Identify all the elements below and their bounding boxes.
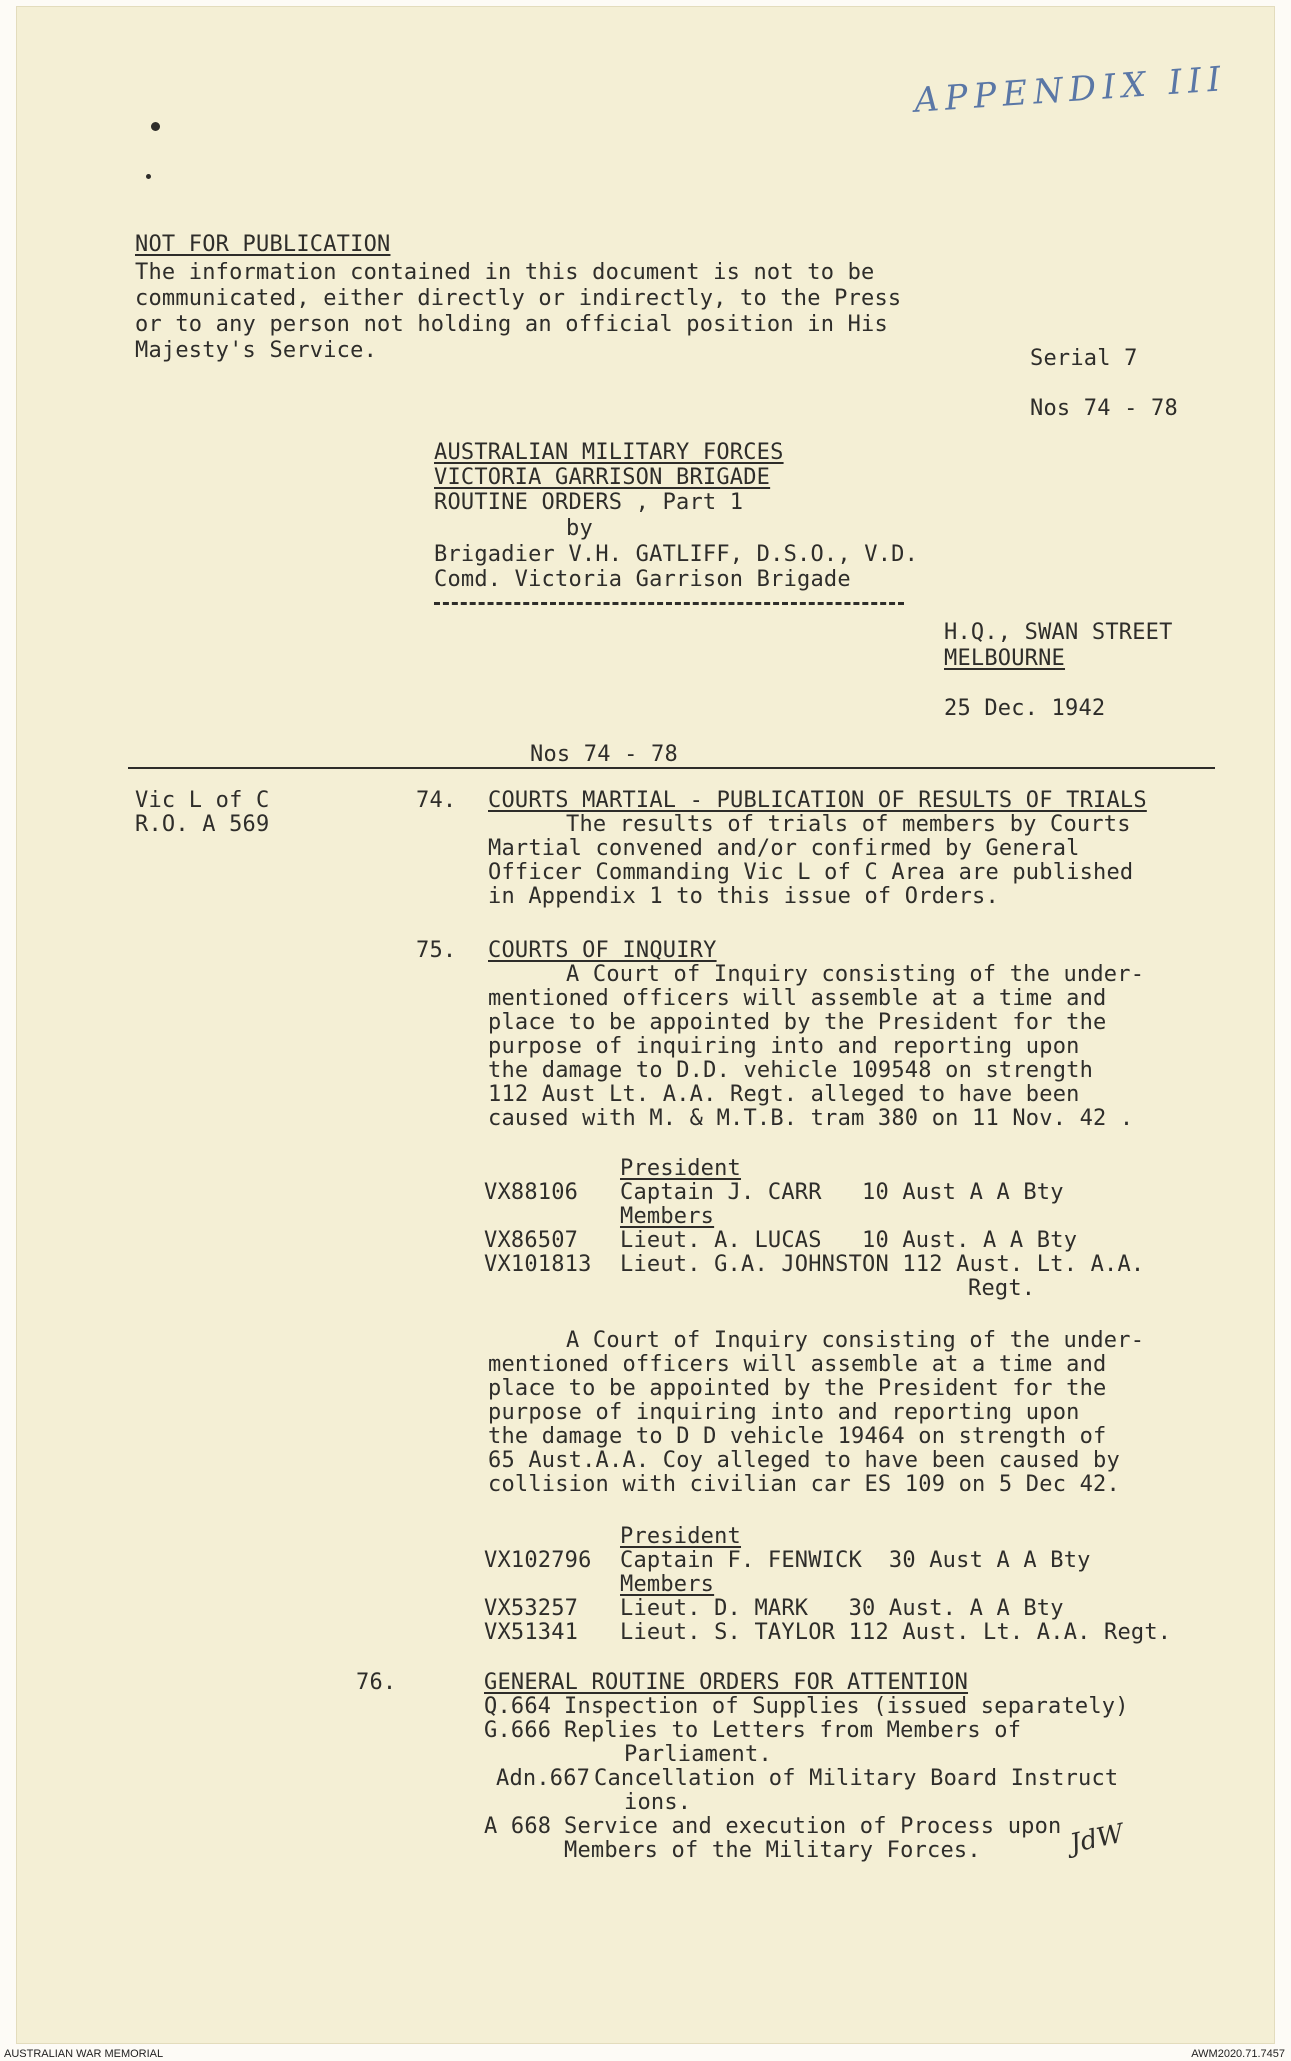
binder-mark (151, 122, 160, 131)
title-comd: Comd. Victoria Garrison Brigade (434, 567, 851, 592)
section-nos: Nos 74 - 78 (530, 742, 678, 767)
gro-code: A 668 (484, 1814, 552, 1839)
order-number: 74. (416, 788, 457, 813)
serial-number: Serial 7 (1030, 346, 1138, 371)
gro-text: ions. (624, 1790, 692, 1815)
gro-text: Service and execution of Process upon (564, 1814, 1062, 1839)
notice-heading: NOT FOR PUBLICATION (135, 232, 391, 257)
order-text: place to be appointed by the President for the (488, 1010, 1107, 1035)
address-city: MELBOURNE (944, 646, 1066, 671)
officer-name-cont: Regt. (968, 1276, 1036, 1301)
officer-name: Captain F. FENWICK 30 Aust A A Bty (620, 1548, 1091, 1573)
order-text: 112 Aust Lt. A.A. Regt. alleged to have been (488, 1082, 1080, 1107)
notice-line: or to any person not holding an official position in His (135, 312, 888, 337)
gro-text: Replies to Letters from Members of (564, 1718, 1022, 1743)
order-heading: COURTS MARTIAL - PUBLICATION OF RESULTS OF TRIALS (488, 788, 1147, 813)
gro-code: Adn.667 (496, 1766, 591, 1791)
document-page (16, 6, 1275, 2044)
officer-name: Lieut. D. MARK 30 Aust. A A Bty (620, 1596, 1064, 1621)
gro-text: Parliament. (624, 1742, 772, 1767)
order-number: 75. (416, 938, 457, 963)
gro-text: Inspection of Supplies (issued separately) (564, 1694, 1129, 1719)
officer-id: VX102796 (484, 1548, 592, 1573)
officer-id: VX53257 (484, 1596, 579, 1621)
margin-ref: Vic L of C (135, 788, 270, 813)
members-label: Members (620, 1572, 715, 1597)
order-text: collision with civilian car ES 109 on 5 Dec 42. (488, 1472, 1120, 1497)
title-by: by (566, 516, 593, 541)
order-text: mentioned officers will assemble at a time and (488, 1352, 1107, 1377)
order-text: A Court of Inquiry consisting of the under- (566, 962, 1145, 987)
order-text: A Court of Inquiry consisting of the under- (566, 1328, 1145, 1353)
order-heading: COURTS OF INQUIRY (488, 938, 717, 963)
margin-ref: R.O. A 569 (135, 812, 270, 837)
officer-name: Lieut. A. LUCAS 10 Aust. A A Bty (620, 1228, 1078, 1253)
notice-line: communicated, either directly or indirectly, to the Press (135, 286, 902, 311)
appendix-annotation: APPENDIX III (912, 59, 1228, 121)
order-text: purpose of inquiring into and reporting upon (488, 1400, 1080, 1425)
officer-id: VX51341 (484, 1620, 579, 1645)
officer-name: Lieut. G.A. JOHNSTON 112 Aust. Lt. A.A. (620, 1252, 1145, 1277)
gro-code: Q.664 (484, 1694, 552, 1719)
officer-id: VX86507 (484, 1228, 579, 1253)
order-heading: GENERAL ROUTINE ORDERS FOR ATTENTION (484, 1670, 969, 1695)
order-text: caused with M. & M.T.B. tram 380 on 11 Nov. 42 . (488, 1106, 1134, 1131)
title-forces: AUSTRALIAN MILITARY FORCES (434, 440, 784, 465)
order-text: purpose of inquiring into and reporting upon (488, 1034, 1080, 1059)
footer-left: AUSTRALIAN WAR MEMORIAL (4, 2048, 164, 2060)
officer-name: Lieut. S. TAYLOR 112 Aust. Lt. A.A. Regt. (620, 1620, 1172, 1645)
gro-code: G.666 (484, 1718, 552, 1743)
address-hq: H.Q., SWAN STREET (944, 620, 1173, 645)
title-brigadier: Brigadier V.H. GATLIFF, D.S.O., V.D. (434, 542, 919, 567)
gro-text: Cancellation of Military Board Instruct (594, 1766, 1119, 1791)
handwritten-initials: JdW (1067, 1818, 1127, 1860)
order-text: Martial convened and/or confirmed by General (488, 836, 1080, 861)
members-label: Members (620, 1204, 715, 1229)
president-label: President (620, 1156, 742, 1181)
officer-id: VX88106 (484, 1180, 579, 1205)
document-date: 25 Dec. 1942 (944, 696, 1106, 721)
order-number: 76. (356, 1670, 397, 1695)
order-text: in Appendix 1 to this issue of Orders. (488, 884, 999, 909)
president-label: President (620, 1524, 742, 1549)
title-routine-orders: ROUTINE ORDERS , Part 1 (434, 490, 744, 515)
serial-nos: Nos 74 - 78 (1030, 396, 1178, 421)
notice-line: Majesty's Service. (135, 338, 378, 363)
title-brigade: VICTORIA GARRISON BRIGADE (434, 465, 771, 490)
gro-text: Members of the Military Forces. (564, 1838, 981, 1863)
officer-name: Captain J. CARR 10 Aust A A Bty (620, 1180, 1064, 1205)
notice-line: The information contained in this document is not to be (135, 260, 875, 285)
binder-mark (146, 174, 151, 179)
officer-id: VX101813 (484, 1252, 592, 1277)
section-rule (128, 767, 1215, 769)
order-text: the damage to D.D. vehicle 109548 on strength (488, 1058, 1094, 1083)
order-text: The results of trials of members by Courts (566, 812, 1131, 837)
footer-right: AWM2020.71.7457 (1191, 2048, 1285, 2060)
order-text: place to be appointed by the President for the (488, 1376, 1107, 1401)
title-divider (434, 602, 904, 605)
order-text: mentioned officers will assemble at a time and (488, 986, 1107, 1011)
order-text: 65 Aust.A.A. Coy alleged to have been caused by (488, 1448, 1120, 1473)
order-text: Officer Commanding Vic L of C Area are published (488, 860, 1134, 885)
order-text: the damage to D D vehicle 19464 on strength of (488, 1424, 1107, 1449)
